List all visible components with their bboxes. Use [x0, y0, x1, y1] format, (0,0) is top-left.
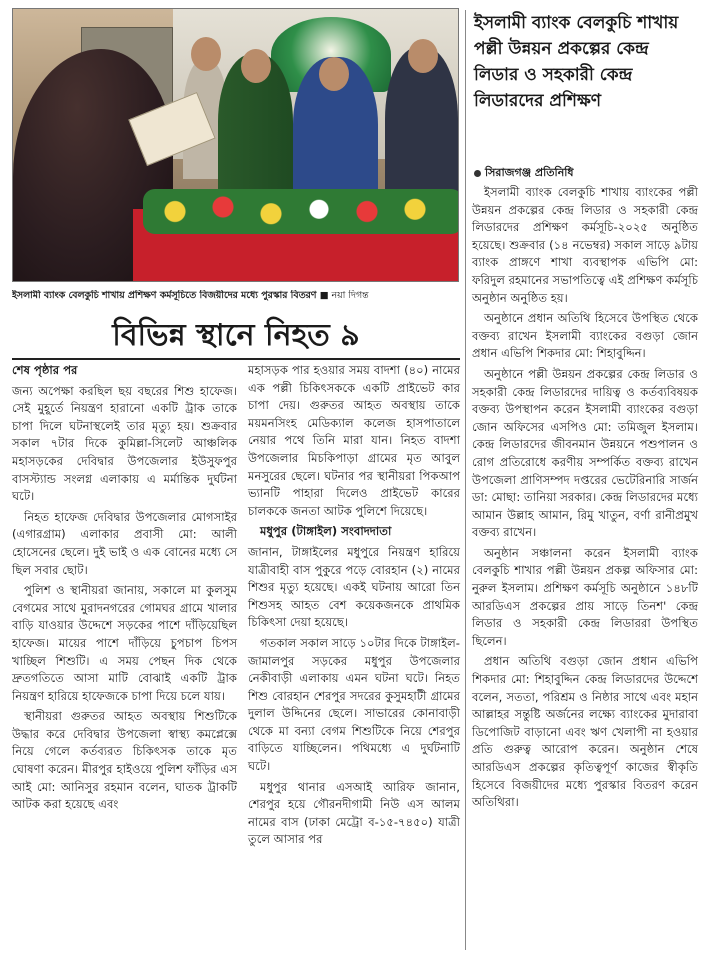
photo-head [319, 57, 349, 91]
paragraph: ইসলামী ব্যাংক বেলকুচি শাখায় ব্যাংকের পল্লী উন্নয়ন প্রকল্পের কেন্দ্র লিডার ও সহকারী কেন্দ্র লিডারদের প্রশিক্ষণ কর্মসূচি-২০২৫ অনুষ্ঠিত হয়েছে। শুক্রবার (১৪ নভেম্বর) সকাল সাড়ে ৯টায় ব্যাংক প্রাঙ্গণে শাখা ব্যবস্থাপক এভিপি মো: ফরিদুল রহমানের সভাপতিত্বে এই প্রশিক্ষণ কর্মসূচি অনুষ্ঠান অনুষ্ঠিত হয়। [472, 185, 698, 305]
column-divider [465, 10, 466, 950]
paragraph: অনুষ্ঠান সঞ্চালনা করেন ইসলামী ব্যাংক বেলকুচি শাখার পল্লী উন্নয়ন প্রকল্প অফিসার মো: নুরুল ইসলাম। প্রশিক্ষণ কর্মসূচি অনুষ্ঠানে ১৪৮টি আরডিএস প্রকল্পের প্রায় সাড়ে তিনশ' কেন্দ্র লিডার ও সহকারী কেন্দ্র লিডাররা উপস্থিত ছিলেন। [472, 545, 698, 648]
main-headline: বিভিন্ন স্থানে নিহত ৯ [112, 318, 360, 353]
byline-text: সিরাজগঞ্জ প্রতিনিধি [485, 166, 574, 179]
side-headline: ইসলামী ব্যাংক বেলকুচি শাখায় পল্লী উন্নয়ন প্রকল্পের কেন্দ্র লিডার ও সহকারী কেন্দ্র লিডারদের প্রশিক্ষণ [474, 13, 679, 111]
bullet-icon [474, 170, 481, 177]
paragraph: জানান, টাঙ্গাইলের মধুপুরে নিয়ন্ত্রণ হারিয়ে যাত্রীবাহী বাস পুকুরে পড়ে বোরহান (২) নামের শিশুর মৃত্যু হয়েছে। একই ঘটনায় আরো তিন শিশুসহ আহত বেশ কয়েকজনকে প্রাথমিক চিকিৎসা দেয়া হয়েছে। [248, 544, 460, 630]
main-column-2 [248, 362, 460, 852]
paragraph: প্রধান অতিথি বগুড়া জোন প্রধান এভিপি শিকদার মো: শিহাবুদ্দিন কেন্দ্র লিডারদের উদ্দেশে বলেন, সততা, পরিশ্রম ও নিষ্ঠার সাথে এবং মহান আল্লাহর সন্তুষ্টি অর্জনের লক্ষ্যে ব্যাংকের মুদারাবা ডিপোজিট বাড়ানো এবং ঋণ খেলাপী না হওয়ার প্রতি গুরুত্ব আরোপ করেন। অনুষ্ঠান শেষে আরডিএস প্রকল্পের কৃতিত্বপূর্ণ কাজের স্বীকৃতি হিসেবে বিজয়ীদের মধ্যে পুরস্কার বিতরণ করেন অতিথিরা। [472, 654, 698, 810]
photo-flowers [143, 189, 459, 234]
photo-credit: ■ নয়া দিগন্ত [319, 290, 369, 301]
photo-head [241, 49, 271, 83]
photo-caption [12, 290, 460, 302]
paragraph: নিহত হাফেজ দেবিদ্বার উপজেলার মোগসাইর (এগারগ্রাম) এলাকার প্রবাসী মো: আলী হোসেনের ছেলে। দুই ভাই ও এক বোনের মধ্যে সে ছিল সবার ছোট। [12, 509, 237, 577]
headline-rule [12, 358, 460, 360]
paragraph: অনুষ্ঠানে পল্লী উন্নয়ন প্রকল্পের কেন্দ্র লিডার ও সহকারী কেন্দ্র লিডারদের দায়িত্ব ও কর্তব্যবিষয়ক বক্তব্য উপস্থাপন করেন ইসলামী ব্যাংকের বগুড়া জোন অফিসের এসপিও মো: তমিজুল ইসলাম। কেন্দ্র লিডারদের জীবনমান উন্নয়নে পশুপালন ও রোগ প্রতিরোধে করণীয় সম্পর্কিত বক্তব্য রাখেন উপজেলা প্রাণিসম্পদ দপ্তরের ভেটেরিনারি সার্জন ডা: মোছা: তানিয়া সরকার। কেন্দ্র লিডারদের মধ্যে আমান উল্লাহ আমান, রিমু খাতুন, বর্ণা রানীপ্রমুখ বক্তব্য রাখেন। [472, 366, 698, 540]
side-column [472, 184, 698, 815]
news-photo [12, 8, 459, 282]
paragraph: অনুষ্ঠানে প্রধান অতিথি হিসেবে উপস্থিত থেকে বক্তব্য রাখেন ইসলামী ব্যাংকের বগুড়া জোন প্রধান এভিপি শিকদার মো: শিহাবুদ্দিন। [472, 311, 698, 361]
paragraph: স্থানীয়রা গুরুতর আহত অবস্থায় শিশুটিকে উদ্ধার করে দেবিদ্বার উপজেলা স্বাস্থ্য কমপ্লেক্সে নিয়ে গেলে কর্তব্যরত চিকিৎসক তাকে মৃত ঘোষণা করেন। মীরপুর হাইওয়ে পুলিশ ফাঁড়ির এস আই মো: আনিসুর রহমান বলেন, ঘাতক ট্রাকটি আটক করা হয়েছে এবং [12, 709, 237, 812]
continued-label: শেষ পৃষ্ঠার পর [12, 363, 78, 377]
subhead: মধুপুর (টাঙ্গাইল) সংবাদদাতা [260, 524, 392, 539]
paragraph: মধুপুর থানার এসআই আরিফ জানান, শেরপুর হয়ে গৌরনদীগামী নিউ এস আলম নামের বাস (ঢাকা মেট্রো ব-১৫-৭৪৫০) যাত্রী তুলে আসার পর [248, 779, 460, 847]
paragraph: মহাসড়ক পার হওয়ার সময় বাদশা (৪০) নামের এক পল্লী চিকিৎসককে একটি প্রাইভেট কার চাপা দেয়। গুরুতর আহত অবস্থায় তাকে ময়মনসিংহ মেডিক্যাল কলেজ হাসপাতালে নেয়ার পথে তিনি মারা যান। নিহত বাদশা উপজেলার মিচকিপাড়া গ্রামের মৃত আবুল মনসুরের ছেলে। ঘটনার পর স্থানীয়রা পিকআপ ভ্যানটি পাহারা দিলেও প্রাইভেট কারের চালককে জনতা আটক পুলিশে দিয়েছে। [248, 363, 460, 518]
photo-head [191, 37, 221, 71]
photo-caption-text: ইসলামী ব্যাংক বেলকুচি শাখায় প্রশিক্ষণ কর্মসূচিতে বিজয়ীদের মধ্যে পুরস্কার বিতরণ [12, 290, 317, 301]
photo-head [408, 39, 438, 73]
side-byline [474, 166, 698, 180]
main-column-1 [12, 362, 237, 817]
paragraph: জন্য অপেক্ষা করছিল ছয় বছরের শিশু হাফেজ। সেই মুহূর্তে নিয়ন্ত্রণ হারানো একটি ট্রাক তাকে চাপা দিলে ঘটনাস্থলেই তার মৃত্যু হয়। শুক্রবার সকাল ৭টার দিকে কুমিল্লা-সিলেট আঞ্চলিক মহাসড়কের দেবিদ্বার উপজেলার ইউসুফপুর বাসস্ট্যান্ড সংলগ্ন এলাকায় এ মর্মান্তিক দুর্ঘটনা ঘটে। [12, 383, 237, 504]
paragraph: গতকাল সকাল সাড়ে ১০টার দিকে টাঙ্গাইল-জামালপুর সড়কের মধুপুর উপজেলার নেকীবাড়ী এলাকায় এমন ঘটনা ঘটে। নিহত শিশু বোরহান শেরপুর সদরের কুসুমহাটী গ্রামের দুলাল উদ্দিনের ছেলে। সাভারের কোনাবাড়ী থেকে মা বন্যা বেগম শিশুটিকে নিয়ে শেরপুর বাড়িতে যাচ্ছিলেন। পথিমধ্যে এ দুর্ঘটনাটি ঘটে। [248, 635, 460, 774]
paragraph: পুলিশ ও স্থানীয়রা জানায়, সকালে মা কুলসুম বেগমের সাথে মুরাদনগরের গোমঘর গ্রামে খালার বাড়ি যাওয়ার উদ্দেশে সড়কের পাশে দাঁড়িয়েছিল হাফেজ। মায়ের পাশে দাঁড়িয়ে চুপচাপ চিপস খাচ্ছিল শিশুটি। এ সময় পেছন দিক থেকে দ্রুতগতিতে আসা মাটি বোঝাই একটি ট্রাক নিয়ন্ত্রণ হারিয়ে হাফেজকে চাপা দিয়ে চলে যায়। [12, 583, 237, 703]
